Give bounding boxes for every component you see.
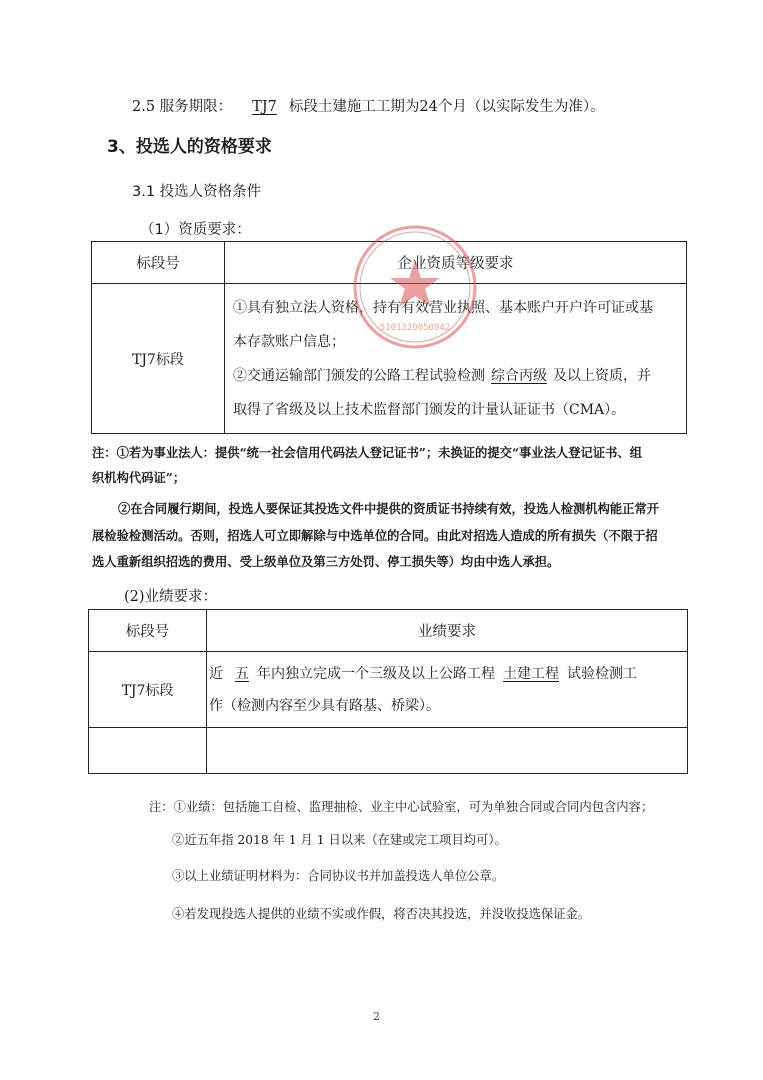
performance-header-section: 标段号 <box>89 610 207 652</box>
note1-line-3: ②在合同履行期间，投选人要保证其投选文件中提供的资质证书持续有效，投选人检测机构能正常开 <box>118 501 660 516</box>
qualification-grade-blank: 综合丙级 <box>491 367 547 384</box>
service-period-rest: 标段土建施工工期为24个月（以实际发生为准）。 <box>288 99 605 115</box>
qualification-header-section: 标段号 <box>92 242 225 284</box>
section-3-1-heading: 3.1 投选人资格条件 <box>132 184 262 200</box>
performance-heading: (2)业绩要求： <box>124 589 218 605</box>
qualification-heading: （1）资质要求： <box>140 222 251 238</box>
performance-requirement-cell <box>207 652 688 728</box>
performance-empty-cell-2 <box>207 728 688 774</box>
page-number: 2 <box>373 1010 380 1023</box>
qualification-row-label: TJ7标段 <box>92 284 225 434</box>
note1-line-5: 选人重新组织招选的费用、受上级单位及第三方处罚、停工损失等）均由中选人承担。 <box>92 554 560 569</box>
seal-code: 5101320050942 <box>379 323 451 333</box>
note2-line-4: ④若发现投选人提供的业绩不实或作假，将否决其投选，并没收投选保证金。 <box>172 907 591 921</box>
note2-line-1: 注：①业绩：包括施工自检、监理抽检、业主中心试验室，可为单独合同或合同内包含内容； <box>149 800 654 814</box>
performance-empty-cell-1 <box>89 728 207 774</box>
service-period-line <box>132 95 605 116</box>
qualification-line-4: 取得了省级及以上技术监督部门颁发的计量认证证书（CMA）。 <box>233 401 626 418</box>
qualification-line-2: 本存款账户信息； <box>233 333 345 350</box>
performance-years-blank: 五 <box>235 665 249 682</box>
performance-header-requirement: 业绩要求 <box>207 610 688 652</box>
note1-line-2: 织机构代码证”； <box>92 470 186 485</box>
qualification-line-3: ②交通运输部门颁发的公路工程试验检测 综合丙级 及以上资质，并 <box>233 367 651 384</box>
qualification-line-1: ①具有独立法人资格，持有有效营业执照、基本账户开户许可证或基 <box>233 299 653 316</box>
section-3-heading: 3、投选人的资格要求 <box>107 137 272 157</box>
performance-row-label: TJ7标段 <box>89 652 207 728</box>
note1-line-4: 展检验检测活动。否则，招选人可立即解除与中选单位的合同。由此对招选人造成的所有损失（不限于招 <box>92 528 658 543</box>
service-period-prefix: 2.5 服务期限： <box>132 99 233 115</box>
performance-type-blank: 土建工程 <box>503 665 559 682</box>
note2-line-3: ③以上业绩证明材料为：合同协议书并加盖投选人单位公章。 <box>172 869 505 883</box>
company-seal-icon <box>350 222 480 352</box>
performance-line-1: 近 五 年内独立完成一个三级及以上公路工程 土建工程 试验检测工 <box>209 665 637 682</box>
performance-line-2: 作（检测内容至少具有路基、桥梁）。 <box>209 697 440 714</box>
qualification-header-requirement: 企业资质等级要求 <box>225 242 687 284</box>
service-period-section-blank: TJ7 <box>252 99 277 115</box>
note1-line-1: 注：①若为事业法人：提供“统一社会信用代码法人登记证书”；未换证的提交“事业法人登记证书、组 <box>92 445 642 460</box>
performance-table <box>88 609 688 774</box>
note2-line-2: ②近五年指 2018 年 1 月 1 日以来（在建或完工项目均可）。 <box>172 833 507 847</box>
